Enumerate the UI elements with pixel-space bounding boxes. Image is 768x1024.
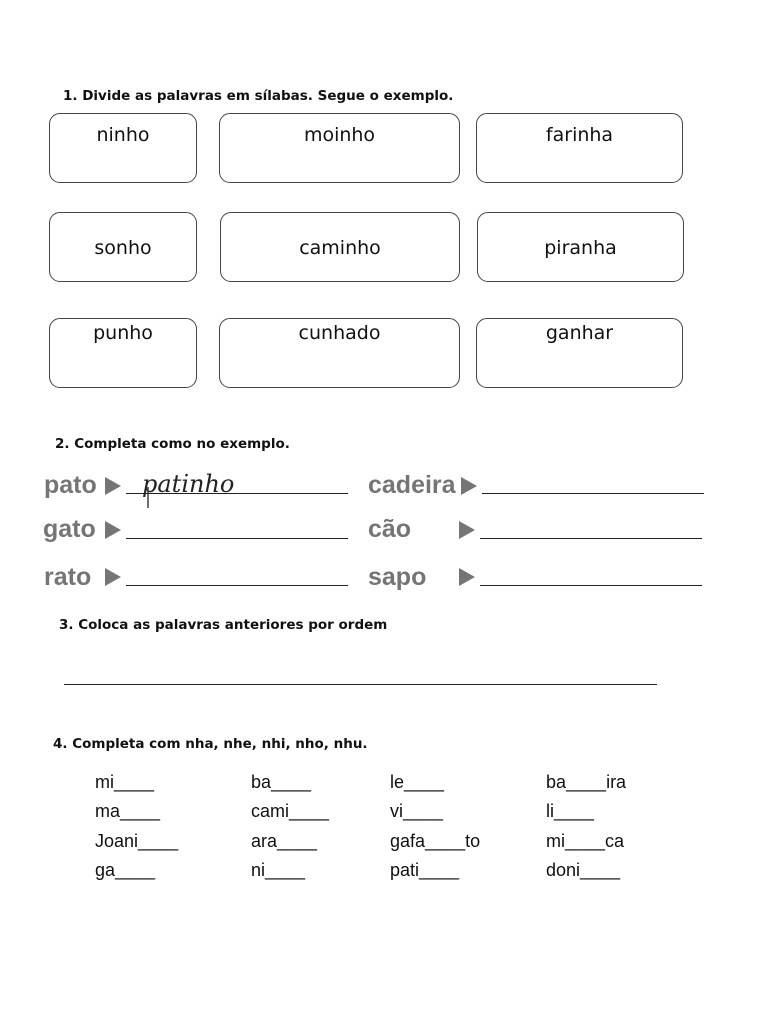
fill-item[interactable]: gafa____to bbox=[390, 831, 481, 851]
word-box-1 bbox=[49, 113, 197, 183]
word-box-label: ganhar bbox=[545, 322, 614, 344]
word-box-label: moinho bbox=[303, 124, 376, 146]
word-box-label: farinha bbox=[545, 124, 614, 146]
fill-item[interactable]: ma____ bbox=[95, 801, 161, 821]
word-box-2 bbox=[219, 113, 460, 183]
word-box-label: punho bbox=[93, 322, 153, 344]
word-box-label: piranha bbox=[544, 237, 617, 259]
word-box-9 bbox=[476, 318, 683, 388]
arrow-icon bbox=[105, 568, 121, 586]
word-box-label: sonho bbox=[94, 237, 152, 259]
arrow-icon bbox=[459, 568, 475, 586]
word-box-3 bbox=[476, 113, 683, 183]
arrow-icon bbox=[105, 521, 121, 539]
answer-line[interactable] bbox=[480, 538, 702, 539]
word-box-5 bbox=[220, 212, 460, 282]
fill-item[interactable]: pati____ bbox=[390, 860, 460, 880]
exercise-3-title: 3. Coloca as palavras anteriores por ordem bbox=[59, 617, 388, 633]
word-box-label: cunhado bbox=[298, 322, 381, 344]
fill-item[interactable]: cami____ bbox=[251, 801, 330, 821]
exercise-1-title: 1. Divide as palavras em sílabas. Segue o exemplo. bbox=[63, 88, 454, 104]
word-box-6 bbox=[477, 212, 684, 282]
handwritten-answer bbox=[138, 466, 248, 514]
fill-item[interactable]: le____ bbox=[390, 772, 445, 792]
word-sapo: sapo bbox=[368, 563, 427, 591]
answer-line[interactable] bbox=[64, 684, 657, 685]
fill-item[interactable]: doni____ bbox=[546, 860, 621, 880]
fill-item[interactable]: li____ bbox=[546, 801, 595, 821]
fill-item[interactable]: ba____ bbox=[251, 772, 312, 792]
word-rato: rato bbox=[44, 563, 92, 591]
fill-item[interactable]: ba____ira bbox=[546, 772, 627, 792]
fill-item[interactable]: ara____ bbox=[251, 831, 318, 851]
word-box-label: caminho bbox=[299, 237, 381, 259]
exercise-4-title: 4. Completa com nha, nhe, nhi, nho, nhu. bbox=[53, 736, 368, 752]
fill-item[interactable]: mi____ca bbox=[546, 831, 625, 851]
fill-item[interactable]: mi____ bbox=[95, 772, 155, 792]
word-box-4 bbox=[49, 212, 197, 282]
arrow-icon bbox=[459, 521, 475, 539]
word-box-label: ninho bbox=[96, 124, 150, 146]
fill-item[interactable]: Joani____ bbox=[95, 831, 179, 851]
word-gato: gato bbox=[43, 515, 96, 543]
fill-item[interactable]: ni____ bbox=[251, 860, 306, 880]
exercise-2-title: 2. Completa como no exemplo. bbox=[55, 436, 290, 452]
word-cao: cão bbox=[368, 515, 412, 543]
answer-line[interactable] bbox=[126, 538, 348, 539]
arrow-icon bbox=[105, 477, 121, 495]
word-pato: pato bbox=[44, 471, 97, 499]
arrow-icon bbox=[461, 477, 477, 495]
answer-line[interactable] bbox=[126, 585, 348, 586]
fill-item[interactable]: vi____ bbox=[390, 801, 444, 821]
word-box-8 bbox=[219, 318, 460, 388]
answer-line[interactable] bbox=[480, 585, 702, 586]
word-cadeira: cadeira bbox=[368, 471, 456, 499]
answer-line[interactable] bbox=[482, 493, 704, 494]
example-answer-text: patinho bbox=[142, 470, 235, 498]
word-box-7 bbox=[49, 318, 197, 388]
fill-item[interactable]: ga____ bbox=[95, 860, 156, 880]
